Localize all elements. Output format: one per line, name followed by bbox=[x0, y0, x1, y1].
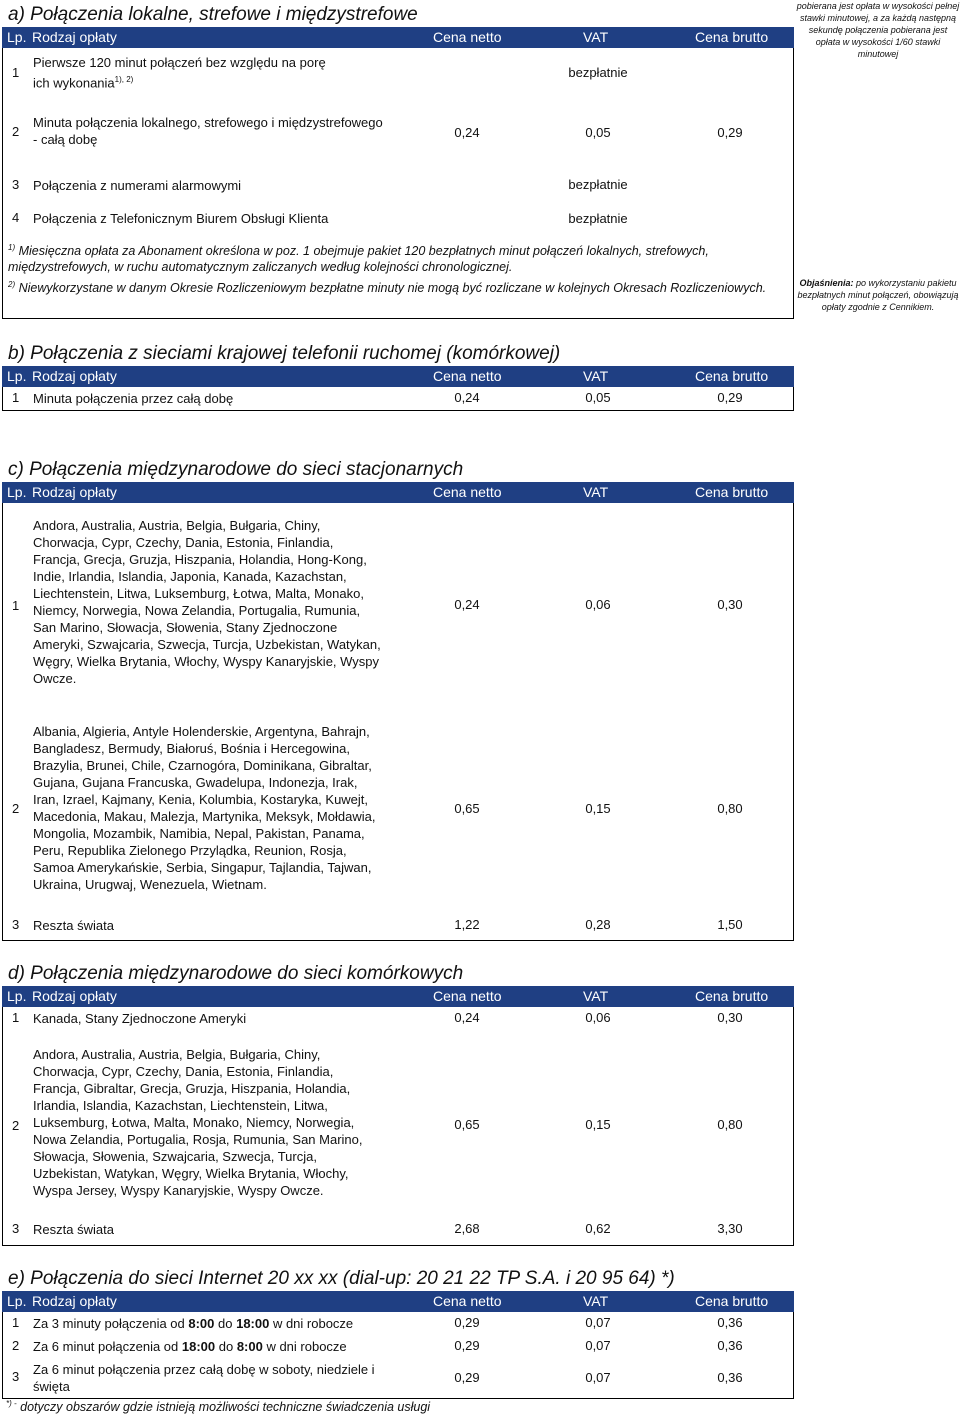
country-list-line: Peru, Republika Zielonego Przylądka, Reunion, Rosja, bbox=[33, 843, 347, 858]
footnote-1 bbox=[8, 240, 788, 275]
price-vat: 0,62 bbox=[585, 1221, 611, 1236]
country-list-line: Andora, Australia, Austria, Belgia, Bułgaria, Chiny, bbox=[33, 518, 321, 533]
price-net: 0,24 bbox=[454, 1010, 480, 1025]
table-b bbox=[2, 387, 794, 411]
price-net: 0,65 bbox=[454, 801, 480, 816]
price-vat: 0,15 bbox=[585, 1117, 611, 1132]
row-description-line: Minuta połączenia lokalnego, strefowego i międzystrefowego bbox=[33, 115, 383, 130]
header-type: Rodzaj opłaty bbox=[32, 29, 117, 45]
header-lp: Lp. bbox=[7, 484, 27, 500]
row-description bbox=[33, 114, 383, 148]
row-description-line: Za 6 minut połączenia przez całą dobę w soboty, niedziele i bbox=[33, 1362, 375, 1377]
row-description-line: Pierwsze 120 minut połączeń bez względu na porę bbox=[33, 55, 326, 70]
header-type: Rodzaj opłaty bbox=[32, 484, 117, 500]
price-net: 0,24 bbox=[454, 597, 480, 612]
country-list-line: Mongolia, Mozambik, Namibia, Nepal, Pakistan, Panama, bbox=[33, 826, 365, 841]
row-number: 1 bbox=[12, 1315, 20, 1330]
price-vat: 0,05 bbox=[585, 390, 611, 405]
time-from: 18:00 bbox=[181, 1339, 216, 1354]
price-gross: 3,30 bbox=[717, 1221, 743, 1236]
row-number: 3 bbox=[12, 917, 20, 932]
header-vat: VAT bbox=[583, 988, 609, 1004]
table-row bbox=[3, 210, 793, 228]
table-d bbox=[2, 1007, 794, 1246]
header-lp: Lp. bbox=[7, 368, 27, 384]
header-net: Cena netto bbox=[433, 368, 502, 384]
header-vat: VAT bbox=[583, 484, 609, 500]
price-vat: 0,06 bbox=[585, 1010, 611, 1025]
country-list-line: Samoa Amerykańskie, Serbia, Singapur, Tajlandia, Tajwan, bbox=[33, 860, 372, 875]
table-row bbox=[3, 1221, 793, 1239]
price-vat: 0,07 bbox=[585, 1338, 611, 1353]
price-net: 0,65 bbox=[454, 1117, 480, 1132]
country-list-line: Irlandia, Islandia, Kazachstan, Liechtenstein, Litwa, bbox=[33, 1098, 328, 1113]
price-net: 0,24 bbox=[454, 125, 480, 140]
country-list bbox=[33, 723, 375, 893]
country-list-line: San Marino, Słowacja, Słowenia, Stany Zjednoczone bbox=[33, 620, 338, 635]
table-row bbox=[3, 1338, 793, 1356]
price-gross: 0,29 bbox=[717, 390, 743, 405]
row-number: 2 bbox=[12, 1118, 20, 1133]
country-list-line: Macedonia, Makau, Malezja, Martynika, Meksyk, Mołdawia, bbox=[33, 809, 376, 824]
country-list-line: Nowa Zelandia, Portugalia, Rosja, Rumunia, San Marino, bbox=[33, 1132, 363, 1147]
header-vat: VAT bbox=[583, 1293, 609, 1309]
header-vat: VAT bbox=[583, 368, 609, 384]
country-list-line: Ameryki, Szwajcaria, Szwecja, Turcja, Uzbekistan, Watykan, bbox=[33, 637, 381, 652]
country-list-line: Liechtenstein, Litwa, Luksemburg, Łotwa, Malta, Monako, bbox=[33, 586, 364, 601]
header-gross: Cena brutto bbox=[695, 988, 769, 1004]
price-vat: 0,15 bbox=[585, 801, 611, 816]
price-net: 2,68 bbox=[454, 1221, 480, 1236]
row-description bbox=[33, 1361, 375, 1395]
row-text: do bbox=[215, 1339, 237, 1354]
table-row bbox=[3, 177, 793, 195]
table-c bbox=[2, 503, 794, 941]
country-list bbox=[33, 1046, 363, 1199]
header-lp: Lp. bbox=[7, 29, 27, 45]
price-free: bezpłatnie bbox=[568, 177, 628, 192]
row-description: Kanada, Stany Zjednoczone Ameryki bbox=[33, 1011, 247, 1026]
footnote-internet bbox=[6, 1399, 430, 1414]
table-row bbox=[3, 503, 793, 703]
row-description bbox=[33, 1315, 353, 1332]
price-vat: 0,07 bbox=[585, 1315, 611, 1330]
price-vat: 0,28 bbox=[585, 917, 611, 932]
header-net: Cena netto bbox=[433, 988, 502, 1004]
row-number: 2 bbox=[12, 1338, 20, 1353]
country-list-line: Brazylia, Brunei, Chile, Czarnogóra, Dominikana, Gibraltar, bbox=[33, 758, 372, 773]
header-gross: Cena brutto bbox=[695, 368, 769, 384]
row-description bbox=[33, 54, 326, 91]
country-list-line: Bangladesz, Bermudy, Białoruś, Bośnia i Hercegowina, bbox=[33, 741, 350, 756]
country-list-line: Słowacja, Słowenia, Szwajcaria, Szwecja, Turcja, bbox=[33, 1149, 317, 1164]
row-number: 3 bbox=[12, 1369, 20, 1384]
footnote-2 bbox=[8, 277, 788, 296]
price-gross: 0,29 bbox=[717, 125, 743, 140]
price-net: 0,29 bbox=[454, 1338, 480, 1353]
price-vat: 0,07 bbox=[585, 1370, 611, 1385]
table-header-b bbox=[2, 366, 794, 387]
header-lp: Lp. bbox=[7, 1293, 27, 1309]
price-net: 0,29 bbox=[454, 1315, 480, 1330]
row-number: 4 bbox=[12, 210, 20, 225]
price-vat: 0,06 bbox=[585, 597, 611, 612]
row-description: Reszta świata bbox=[33, 918, 114, 933]
section-e-title: e) Połączenia do sieci Internet 20 xx xx (dial-up: 20 21 22 TP S.A. i 20 95 64) *) bbox=[8, 1268, 675, 1289]
time-to: 8:00 bbox=[236, 1339, 263, 1354]
country-list-line: Chorwacja, Cypr, Czechy, Dania, Estonia, Finlandia, bbox=[33, 1064, 334, 1079]
price-gross: 0,80 bbox=[717, 1117, 743, 1132]
country-list-line: Andora, Australia, Austria, Belgia, Bułgaria, Chiny, bbox=[33, 1047, 321, 1062]
row-number: 1 bbox=[12, 390, 20, 405]
table-header-c bbox=[2, 482, 794, 503]
country-list-line: Francja, Gibraltar, Grecja, Gruzja, Hiszpania, Holandia, bbox=[33, 1081, 351, 1096]
country-list-line: Chorwacja, Cypr, Czechy, Dania, Estonia, Finlandia, bbox=[33, 535, 334, 550]
table-row bbox=[3, 1360, 793, 1396]
price-net: 1,22 bbox=[454, 917, 480, 932]
footnotes bbox=[8, 240, 788, 296]
price-gross: 0,36 bbox=[717, 1370, 743, 1385]
country-list-line: Węgry, Wielka Brytania, Włochy, Wyspy Kanaryjskie, Wyspy bbox=[33, 654, 380, 669]
table-a bbox=[2, 48, 794, 319]
side-note-billing: pobierana jest opłata w wysokości pełnej stawki minutowej, a za każdą następną sekundę połączenia pobierana jest opłata w wysokości 1/60 stawki minutowej bbox=[796, 1, 960, 59]
header-gross: Cena brutto bbox=[695, 484, 769, 500]
table-row bbox=[3, 703, 793, 907]
country-list-line: Francja, Grecja, Gruzja, Hiszpania, Holandia, Hong-Kong, bbox=[33, 552, 367, 567]
price-free: bezpłatnie bbox=[568, 65, 628, 80]
country-list-line: Ukraina, Urugwaj, Wenezuela, Wietnam. bbox=[33, 877, 267, 892]
header-gross: Cena brutto bbox=[695, 1293, 769, 1309]
price-vat: 0,05 bbox=[585, 125, 611, 140]
row-text: Za 3 minuty połączenia od bbox=[33, 1316, 189, 1331]
footnote-marker: 1) bbox=[8, 243, 16, 252]
row-text: do bbox=[214, 1316, 237, 1331]
table-row bbox=[3, 917, 793, 935]
country-list-line: Luksemburg, Łotwa, Malta, Monako, Niemcy, Norwegia, bbox=[33, 1115, 355, 1130]
row-text: Za 6 minut połączenia od bbox=[33, 1339, 182, 1354]
row-description: Minuta połączenia przez całą dobę bbox=[33, 391, 234, 406]
explanation-text: po wykorzystaniu pakietu bezpłatnych minut połączeń, obowiązują opłaty zgodnie z Cennikiem. bbox=[797, 278, 959, 312]
footnote-ref: 1), 2) bbox=[114, 75, 134, 84]
header-net: Cena netto bbox=[433, 29, 502, 45]
table-row bbox=[3, 108, 793, 156]
row-number: 1 bbox=[12, 598, 20, 613]
country-list-line: Indie, Irlandia, Islandia, Japonia, Kanada, Kazachstan, bbox=[33, 569, 347, 584]
footnote-marker: 2) bbox=[8, 280, 16, 290]
header-type: Rodzaj opłaty bbox=[32, 1293, 117, 1309]
table-row bbox=[3, 1033, 793, 1213]
footnote-text: Niewykorzystane w danym Okresie Rozliczeniowym bezpłatne minuty nie mogą być rozliczane w kolejnych Okresach Rozliczeniowych. bbox=[18, 281, 767, 296]
country-list-line: Albania, Algieria, Antyle Holenderskie, Argentyna, Bahrajn, bbox=[33, 724, 370, 739]
footnote-text: Miesięczna opłata za Abonament określona w poz. 1 obejmuje pakiet 120 bezpłatnych minut połączeń lokalnych, strefowych, międzystrefowych, w ruchu automatycznym zaliczanych według kolejności chronologicznej. bbox=[8, 244, 709, 275]
footnote-marker: *) - bbox=[6, 1399, 17, 1408]
table-row bbox=[3, 1315, 793, 1333]
time-to: 18:00 bbox=[236, 1316, 270, 1331]
section-d-title: d) Połączenia międzynarodowe do sieci komórkowych bbox=[8, 963, 464, 984]
row-number: 2 bbox=[12, 801, 20, 816]
row-text: w dni robocze bbox=[262, 1339, 347, 1354]
row-description bbox=[33, 1338, 347, 1355]
row-number: 1 bbox=[12, 1010, 20, 1025]
price-gross: 0,36 bbox=[717, 1338, 743, 1353]
time-from: 8:00 bbox=[188, 1316, 215, 1331]
price-gross: 1,50 bbox=[717, 917, 743, 932]
table-row bbox=[3, 390, 793, 408]
country-list-line: Uzbekistan, Watykan, Węgry, Wielka Brytania, Włochy, bbox=[33, 1166, 349, 1181]
row-number: 3 bbox=[12, 177, 20, 192]
table-e bbox=[2, 1312, 794, 1399]
country-list bbox=[33, 517, 381, 687]
explanation-label: Objaśnienia: bbox=[799, 278, 854, 288]
row-description: Reszta świata bbox=[33, 1222, 114, 1237]
row-description-text: ich wykonania bbox=[33, 75, 115, 91]
header-vat: VAT bbox=[583, 29, 609, 45]
price-gross: 0,30 bbox=[717, 1010, 743, 1025]
section-b-title: b) Połączenia z sieciami krajowej telefonii ruchomej (komórkowej) bbox=[8, 343, 561, 364]
section-c-title: c) Połączenia międzynarodowe do sieci stacjonarnych bbox=[8, 459, 464, 480]
header-type: Rodzaj opłaty bbox=[32, 988, 117, 1004]
row-description-line: - całą dobę bbox=[33, 132, 98, 147]
section-a-title: a) Połączenia lokalne, strefowe i międzystrefowe bbox=[8, 4, 418, 25]
row-number: 3 bbox=[12, 1221, 20, 1236]
price-gross: 0,30 bbox=[717, 597, 743, 612]
header-type: Rodzaj opłaty bbox=[32, 368, 117, 384]
price-free: bezpłatnie bbox=[568, 211, 628, 226]
footnote-text: dotyczy obszarów gdzie istnieją możliwości techniczne świadczenia usługi bbox=[20, 1400, 431, 1415]
row-description-line bbox=[33, 71, 326, 91]
price-net: 0,24 bbox=[454, 390, 480, 405]
country-list-line: Niemcy, Norwegia, Nowa Zelandia, Portugalia, Rumunia, bbox=[33, 603, 361, 618]
country-list-line: Gujana, Gujana Francuska, Gwadelupa, Indonezja, Irak, bbox=[33, 775, 358, 790]
row-description: Połączenia z numerami alarmowymi bbox=[33, 178, 242, 193]
row-description-line: święta bbox=[33, 1379, 70, 1394]
header-net: Cena netto bbox=[433, 484, 502, 500]
country-list-line: Iran, Izrael, Kajmany, Kenia, Kolumbia, Kostaryka, Kuwejt, bbox=[33, 792, 369, 807]
country-list-line: Wyspa Jersey, Wyspy Kanaryjskie, Wyspy Owcze. bbox=[33, 1183, 324, 1198]
price-gross: 0,36 bbox=[717, 1315, 743, 1330]
table-header-d bbox=[2, 986, 794, 1007]
price-gross: 0,80 bbox=[717, 801, 743, 816]
country-list-line: Owcze. bbox=[33, 671, 77, 686]
header-gross: Cena brutto bbox=[695, 29, 769, 45]
row-number: 1 bbox=[12, 65, 20, 80]
side-note-explanation bbox=[796, 277, 960, 313]
table-row bbox=[3, 1010, 793, 1028]
row-text: w dni robocze bbox=[269, 1316, 354, 1331]
header-net: Cena netto bbox=[433, 1293, 502, 1309]
price-net: 0,29 bbox=[454, 1370, 480, 1385]
row-number: 2 bbox=[12, 124, 20, 139]
table-header-e bbox=[2, 1291, 794, 1312]
row-description: Połączenia z Telefonicznym Biurem Obsługi Klienta bbox=[33, 211, 329, 226]
table-row bbox=[3, 48, 793, 92]
table-header-a bbox=[2, 27, 794, 48]
header-lp: Lp. bbox=[7, 988, 27, 1004]
